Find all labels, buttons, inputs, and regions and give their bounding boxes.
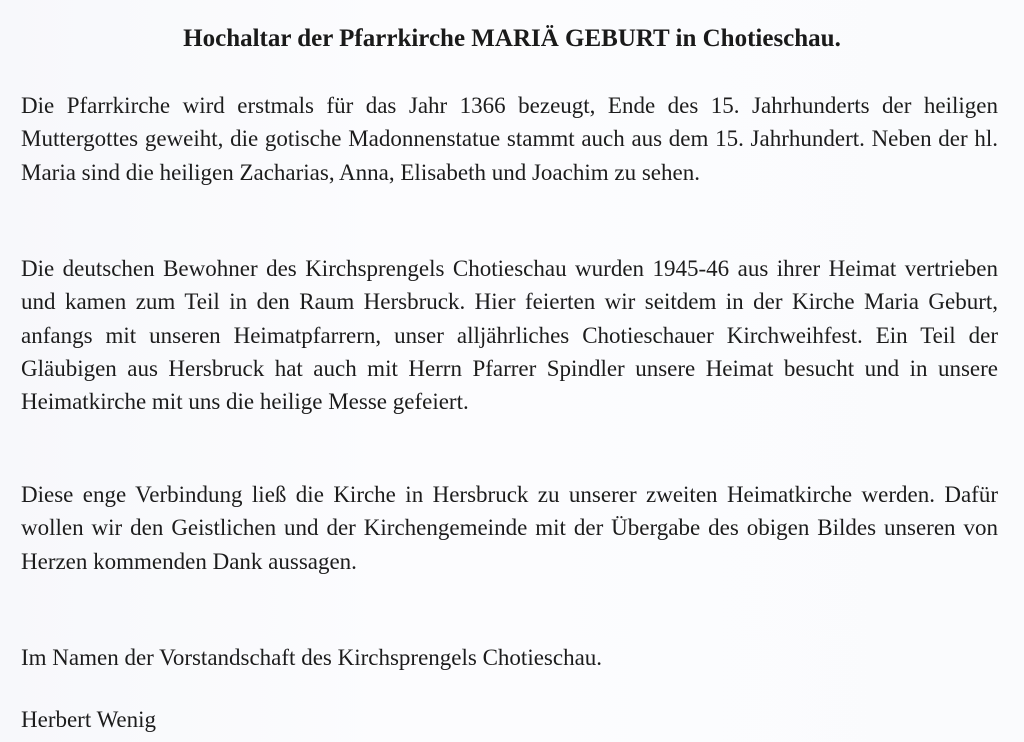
document-title: Hochaltar der Pfarrkirche MARIÄ GEBURT in Chotieschau. [183, 25, 841, 52]
paragraph-expulsion: Die deutschen Bewohner des Kirchsprengels Chotieschau wurden 1945-46 aus ihrer Heimat vertrieben und kamen zum Teil in den Raum Hersbruck. Hier feierten wir seitdem in der Kirche Maria Geburt, anfangs mit unseren Heimatpfarrern, unser alljährliches Chotieschauer Kirchweihfest. Ein Teil der Gläubigen aus Hersbruck hat auch mit Herrn Pfarrer Spindler unsere Heimat besucht und in unsere Heimatkirche mit uns die heilige Messe gefeiert. [21, 256, 998, 415]
paragraph-history: Die Pfarrkirche wird erstmals für das Jahr 1366 bezeugt, Ende des 15. Jahrhunderts der heiligen Muttergottes geweiht, die gotische Madonnenstatue stammt auch aus dem 15. Jahrhundert. Neben der hl. Maria sind die heiligen Zacharias, Anna, Elisabeth und Joachim zu sehen. [21, 93, 998, 185]
closing-line: Im Namen der Vorstandschaft des Kirchsprengels Chotieschau. [21, 645, 603, 670]
signature-name: Herbert Wenig [21, 707, 157, 732]
paragraph-gratitude: Diese enge Verbindung ließ die Kirche in Hersbruck zu unserer zweiten Heimatkirche werden. Dafür wollen wir den Geistlichen und der Kirchengemeinde mit der Übergabe des obigen Bildes unseren von Herzen kommenden Dank aussagen. [21, 482, 998, 574]
